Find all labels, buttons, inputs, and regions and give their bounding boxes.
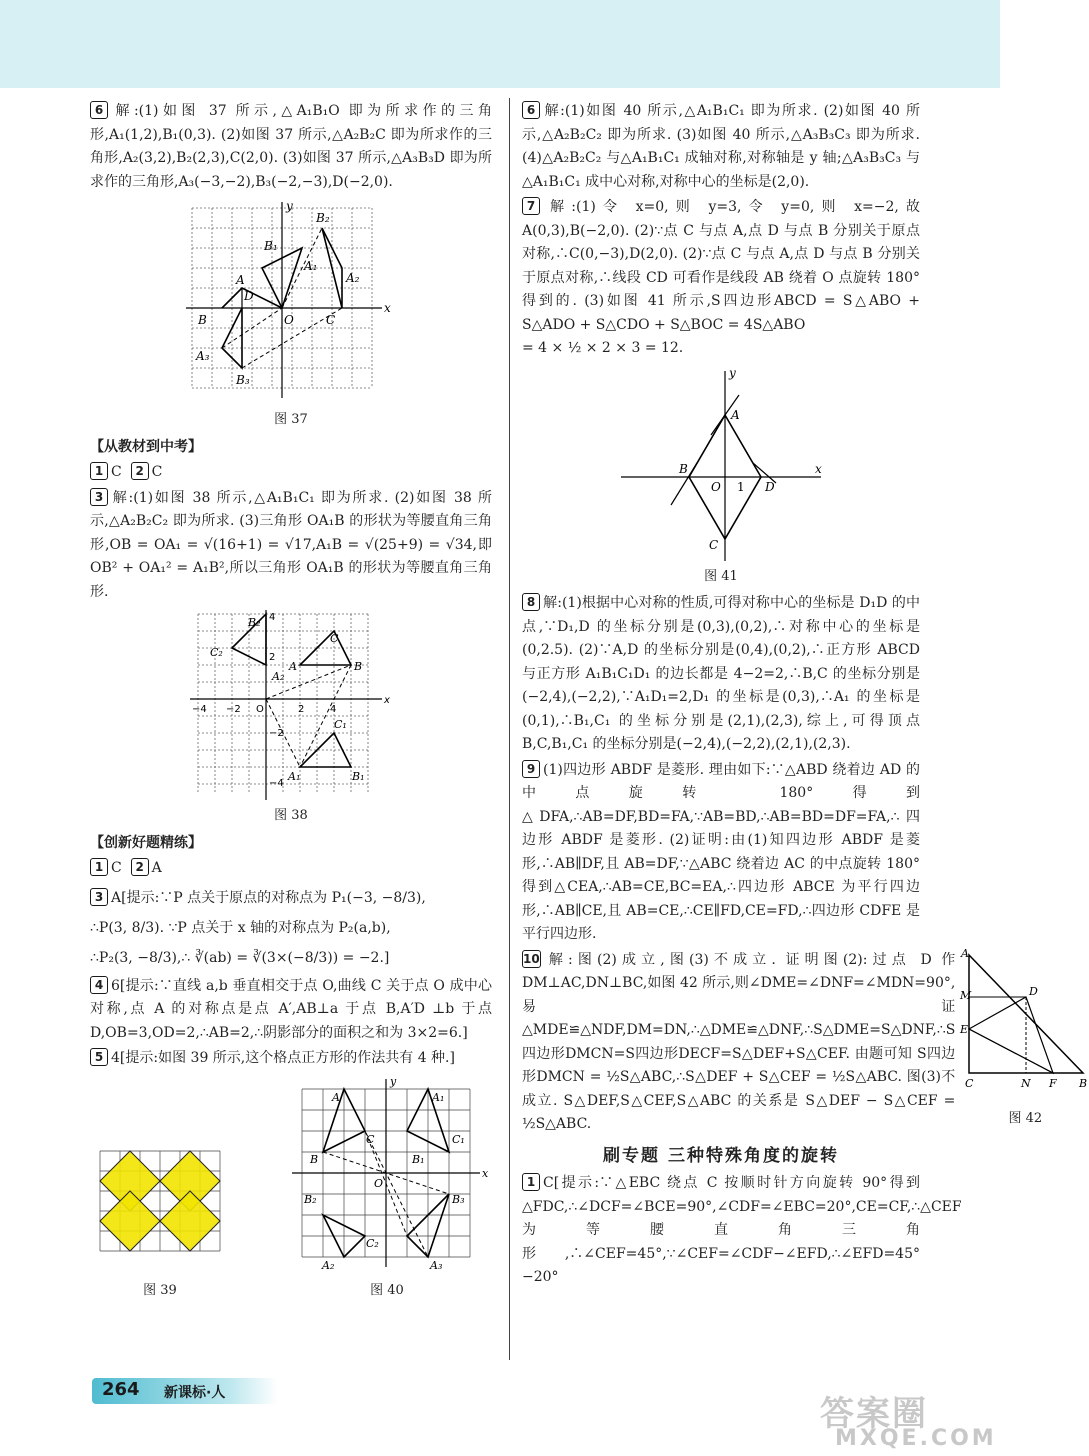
label-b2: B₂ <box>248 616 261 629</box>
label-x: x <box>815 461 822 476</box>
label-origin: O <box>256 704 264 715</box>
right-column <box>522 100 1088 1292</box>
answer-text: A <box>151 860 162 876</box>
answers-1-2-innovation <box>90 857 492 881</box>
answer-topic-1 <box>522 1172 962 1290</box>
tick-x-4: 4 <box>330 704 337 715</box>
question-number: 4 <box>90 976 108 994</box>
watermark-url: MXQE.COM <box>835 1426 997 1451</box>
label-a1: A₁ <box>288 770 301 783</box>
label-d: D <box>1029 984 1039 998</box>
label-d: D <box>765 479 775 494</box>
answer-line: A[提示:∵P 点关于原点的对称点为 P₁(−3, −8/3), <box>111 889 426 906</box>
question-number: 9 <box>522 760 540 778</box>
answers-1-2 <box>90 461 492 485</box>
topic-heading: 刷专题 三种特殊角度的旋转 <box>603 1145 839 1166</box>
question-number: 5 <box>90 1048 108 1066</box>
answer-text: 6[提示:∵直线 a,b 垂直相交于点 O,曲线 C 关于点 O 成中心对称,点 A 的对称点是点 A′,AB⊥a 于点 B,A′D ⊥b 于点 D,OB=3,OD=2,∴AB=2,∴阴影部分的面积之和为 3×2=6.] <box>90 977 492 1041</box>
label-o: O <box>284 313 294 327</box>
label-b: B <box>310 1152 319 1166</box>
label-b: B <box>354 660 363 673</box>
question-number: 1 <box>90 462 108 480</box>
label-x: x <box>482 1166 489 1180</box>
answer-text: C[提示:∵△EBC 绕点 C 按顺时针方向旋转 90°得到△FDC,∴∠DCF=∠BCE=90°,∠CDF=∠EBC=20°,CE=CF,∴△CEF 为等腰直角三角形,∴∠CEF=45°,∵∠CEF=∠CDF−∠EFD,∴∠EFD=45°−20° <box>522 1175 962 1285</box>
figures-39-40 <box>90 1075 492 1307</box>
label-c: C <box>366 1132 375 1146</box>
answer-line: = 4 × ½ × 2 × 3 = 12. <box>522 340 684 356</box>
figure-39-block <box>90 1141 230 1307</box>
answer-text: C <box>151 464 163 480</box>
figure-42-block <box>960 946 1089 1139</box>
label-c2: C₂ <box>210 646 223 659</box>
answer-6-left <box>90 100 492 194</box>
figure-42-caption: 图 42 <box>1008 1111 1043 1126</box>
label-b2: B₂ <box>304 1192 317 1206</box>
answer-text: 4[提示:如图 39 所示,这个格点正方形的作法共有 4 种.] <box>111 1050 455 1066</box>
question-number: 1 <box>90 858 108 876</box>
figure-40-caption: 图 40 <box>370 1283 404 1298</box>
label-c: C <box>330 632 339 645</box>
answer-8 <box>522 592 920 757</box>
section-heading-innovation: 【创新好题精练】 <box>90 834 202 851</box>
tick-1: 1 <box>737 479 745 494</box>
label-a2: A₂ <box>272 670 285 683</box>
header-band <box>0 0 1000 88</box>
figure-40-block <box>282 1075 492 1307</box>
label-m: M <box>960 988 972 1002</box>
figure-37-caption: 图 37 <box>274 412 308 427</box>
answer-7 <box>522 196 920 361</box>
label-a: A <box>961 946 970 960</box>
label-y: y <box>286 199 293 213</box>
figure-40 <box>282 1075 492 1271</box>
figure-37 <box>186 198 396 408</box>
tick-x-neg2: −2 <box>226 704 241 715</box>
label-a3: A₃ <box>196 349 210 363</box>
answer-text: 解:(1)如图 37 所示,△A₁B₁O 即为所求作的三角形,A₁(1,2),B₁(0,3). (2)如图 37 所示,△A₂B₂C 即为所求作的三角形,A₂(3,2),B₂(2,3),C(2,0). (3)如图 37 所示,△A₃B₃D 即为所求作的三角形,A₃(−3,−2),B₃(−2,−3),D(−2,0). <box>90 103 492 190</box>
page-footer <box>92 1378 278 1404</box>
label-n: N <box>1021 1076 1031 1090</box>
answer-text: C <box>111 464 122 480</box>
label-o: O <box>711 479 721 494</box>
label-a2: A₂ <box>346 271 360 285</box>
answer-text: (1)四边形 ABDF 是菱形. 理由如下:∵△ABD 绕着边 AD 的中点旋转 180°得到△DFA,∴AB=DF,BD=FA,∵AB=BD,∴AB=BD=DF=FA,∴四边形 ABDF 是菱形. (2)证明:由(1)知四边形 ABDF 是菱形,∴AB∥DF,且 AB=DF,∵△ABC 绕着边 AC 的中点旋转 180°得到△CEA,∴AB=CE,BC=EA,∴四边形 ABCE 为平行四边形,∴AB∥CE,且 AB=CE,∴CE∥FD,CE=FD,∴四边形 CDFE 是平行四边形. <box>522 761 920 942</box>
label-a: A <box>236 273 245 287</box>
label-b2: B₂ <box>316 211 330 225</box>
label-b1: B₁ <box>412 1152 425 1166</box>
figure-41 <box>611 365 831 565</box>
section-heading-textbook: 【从教材到中考】 <box>90 438 202 455</box>
figure-42 <box>960 946 1089 1099</box>
question-number: 3 <box>90 488 108 506</box>
label-a: A <box>731 407 740 422</box>
label-b3: B₃ <box>236 373 250 387</box>
label-b: B <box>198 313 207 327</box>
answer-4-innovation <box>90 975 492 1046</box>
answer-text: 解:(1)如图 38 所示,△A₁B₁C₁ 即为所求. (2)如图 38 所示,△A₂B₂C₂ 即为所求. (3)三角形 OA₁B 的形状为等腰直角三角形,OB = OA₁ = √(16+1) = √17,A₁B = √(25+9) = √34,即 OB² + OA₁² = A₁B²,所以三角形 OA₁B 的形状为等腰直角三角形. <box>90 489 492 600</box>
label-c: C <box>709 537 719 552</box>
label-c2: C₂ <box>366 1236 379 1250</box>
figure-39 <box>90 1141 230 1271</box>
figure-38-caption: 图 38 <box>274 808 308 823</box>
label-a1: A₁ <box>432 1090 445 1104</box>
left-column <box>90 100 492 1307</box>
answer-text: 解:图(2)成立,图(3)不成立. 证明图(2):过点 D 作 DM⊥AC,DN⊥BC,如图 42 所示,则∠DME=∠DNF=∠MDN=90°,易证△MDE≌△NDF,DM=DN,∴△DME≌△DNF,∴S△DME=S△DNF,∴S四边形DMCN=S四边形DECF=S△DEF+S△CEF. 由题可知 S四边形DMCN = ½S△ABC,∴S△DEF + S△CEF = ½S△ABC. 图(3)不成立. S△DEF,S△CEF,S△ABC 的关系是 S△DEF − S△CEF = ½S△ABC. <box>522 951 956 1132</box>
label-a: A <box>332 1090 340 1104</box>
question-number: 6 <box>522 101 540 119</box>
answer-9 <box>522 759 920 947</box>
label-b1: B₁ <box>264 239 278 253</box>
answer-text: 解:(1)如图 40 所示,△A₁B₁C₁ 即为所求. (2)如图 40 所示,△A₂B₂C₂ 即为所求. (3)如图 40 所示,△A₃B₃C₃ 即为所求. (4)△A₂B₂C₂ 与△A₁B₁C₁ 成轴对称,对称轴是 y 轴;△A₃B₃C₃ 与△A₁B₁C₁ 成中心对称,对称中心的坐标是(2,0). <box>522 103 920 190</box>
answer-line: ∴P(3, 8/3). ∵P 点关于 x 轴的对称点为 P₂(a,b), <box>90 919 391 936</box>
question-number: 7 <box>522 197 540 215</box>
label-y: y <box>390 1074 397 1088</box>
answer-line: ∴P₂(3, −8/3),∴ ∛(ab) = ∛(3×(−8/3)) = −2.] <box>90 949 390 966</box>
label-e: E <box>960 1022 969 1036</box>
tick-y-2: 2 <box>269 652 276 663</box>
label-c1: C₁ <box>334 718 347 731</box>
label-f: F <box>1049 1076 1057 1090</box>
figure-41-caption: 图 41 <box>704 568 738 584</box>
label-c: C <box>965 1076 974 1090</box>
label-d: D <box>244 289 254 303</box>
figure-39-caption: 图 39 <box>143 1283 177 1298</box>
answer-3-textbook <box>90 487 492 605</box>
tick-y-4: 4 <box>269 612 276 623</box>
label-a1: A₁ <box>304 259 318 273</box>
tick-x-neg4: −4 <box>192 704 207 715</box>
answer-text: C <box>111 860 122 876</box>
label-x: x <box>384 695 390 706</box>
label-c: C <box>326 313 336 327</box>
tick-x-2: 2 <box>298 704 305 715</box>
question-number: 2 <box>131 858 149 876</box>
tick-y-neg2: −2 <box>269 728 284 739</box>
page-number: 264 <box>102 1379 140 1400</box>
label-b: B <box>1079 1076 1088 1090</box>
watermark-logo: 答案圈 <box>820 1394 928 1434</box>
label-x: x <box>384 301 391 315</box>
tick-y-neg4: −4 <box>269 778 284 789</box>
question-number: 1 <box>522 1173 540 1191</box>
question-number: 8 <box>522 593 540 611</box>
label-b: B <box>679 461 688 476</box>
label-o: O <box>374 1176 384 1190</box>
column-divider <box>509 98 510 1360</box>
answer-10 <box>522 946 1088 1139</box>
question-number: 2 <box>131 462 149 480</box>
answer-text: 解:(1)根据中心对称的性质,可得对称中心的坐标是 D₁D 的中点,∵D₁,D 的坐标分别是(0,3),(0,2),∴对称中心的坐标是(0,2.5). (2)∵A,D 的坐标分别是(0,4),(0,2),∴正方形 ABCD 与正方形 A₁B₁C₁D₁ 的边长都是 4−2=2,∴B,C 的坐标分别是(−2,4),(−2,2),∵A₁D₁=2,D₁ 的坐标是(0,3),∴A₁ 的坐标是(0,1),∴B₁,C₁ 的坐标分别是(2,1),(2,3),综上,可得顶点 B,C,B₁,C₁ 的坐标分别是(−2,4),(−2,2),(2,1),(2,3). <box>522 595 920 752</box>
label-a3: A₃ <box>430 1258 443 1272</box>
question-number: 3 <box>90 888 108 906</box>
answer-6-right <box>522 100 920 194</box>
book-label: 新课标·人 <box>164 1385 226 1401</box>
answer-text: 解:(1)令 x=0,则 y=3,令 y=0,则 x=−2,故 A(0,3),B(−2,0). (2)∵点 C 与点 A,点 D 与点 B 分别关于原点对称,∴C(0,−3),D(2,0). (2)∵点 C 与点 A,点 D 与点 B 分别关于原点对称,∴线段 CD 可看作是线段 AB 绕着 O 点旋转 180° 得到的. (3)如图 41 所示,S四边形ABCD = S△ABO + S△ADO + S△CDO + S△BOC = 4S△ABO <box>522 199 920 333</box>
answer-5-innovation <box>90 1047 492 1071</box>
label-b3: B₃ <box>452 1192 465 1206</box>
answer-10-text <box>522 949 955 1137</box>
answer-3-innovation <box>90 883 492 973</box>
question-number: 6 <box>90 101 108 119</box>
question-number: 10 <box>523 951 540 966</box>
label-c1: C₁ <box>452 1132 465 1146</box>
label-b1: B₁ <box>352 770 365 783</box>
label-a2: A₂ <box>322 1258 335 1272</box>
label-y: y <box>729 365 736 380</box>
figure-38 <box>186 608 396 804</box>
label-a: A <box>289 660 297 673</box>
